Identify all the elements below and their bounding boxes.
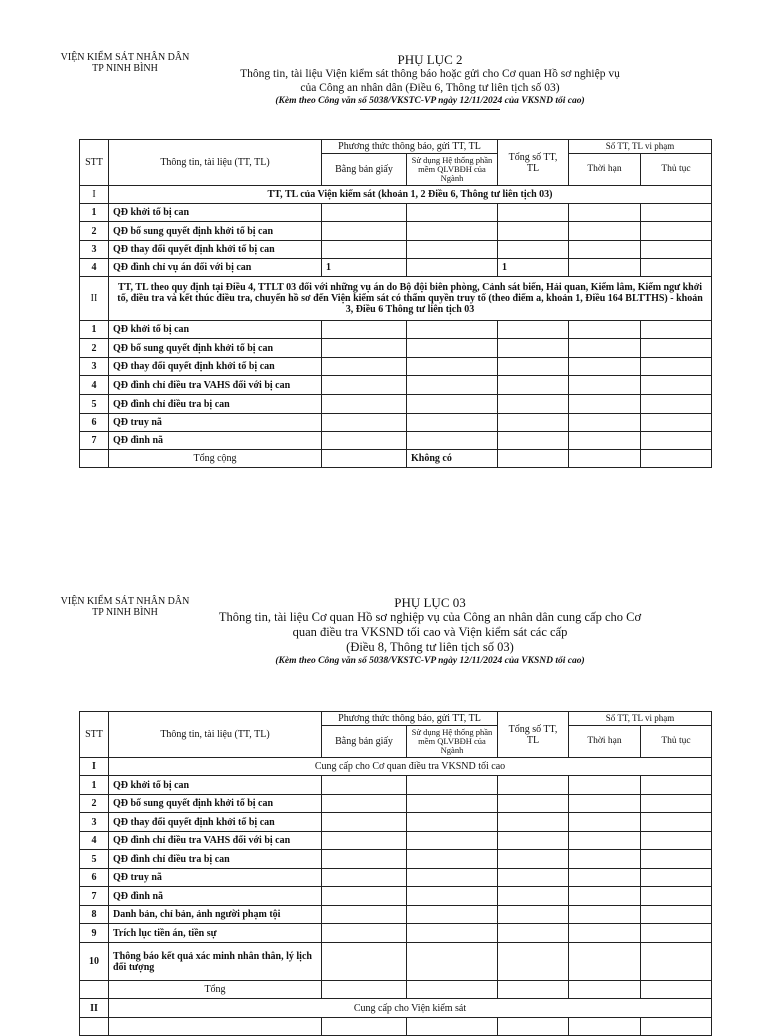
cell-total: [498, 813, 569, 832]
cell-paper: [322, 887, 407, 906]
cell-software: [407, 943, 498, 981]
table-row: [80, 887, 712, 906]
header-info: Thông tin, tài liệu (TT, TL): [109, 712, 322, 758]
cell-deadline: [569, 204, 641, 222]
cell-software: [407, 259, 498, 277]
cell-software: [407, 376, 498, 395]
row-number: 4: [80, 376, 109, 395]
cell-total: [498, 887, 569, 906]
agency-header-appendix-3: [50, 596, 200, 618]
header-total: Tổng số TT, TL: [498, 712, 569, 758]
row-label: QĐ đình nã: [109, 432, 322, 450]
table-row: [80, 832, 712, 850]
cell-deadline: [569, 450, 641, 468]
agency-city: TP NINH BÌNH: [92, 607, 158, 618]
table-row: [80, 259, 712, 277]
cell-total: [498, 869, 569, 887]
cell-procedure: [641, 376, 712, 395]
cell-software: [407, 981, 498, 999]
cell-procedure: [641, 981, 712, 999]
cell-deadline: [569, 943, 641, 981]
cell-software: [407, 395, 498, 414]
cell-procedure: [641, 321, 712, 339]
row-number: 7: [80, 432, 109, 450]
cell-procedure: [641, 432, 712, 450]
cell-deadline: [569, 259, 641, 277]
cell-procedure: [641, 832, 712, 850]
cell-paper: [322, 241, 407, 259]
table-row: [80, 358, 712, 376]
header-stt: STT: [80, 140, 109, 186]
row-label: Danh bản, chỉ bản, ảnh người phạm tội: [109, 906, 322, 924]
appendix-3-title-block: [200, 595, 660, 667]
section-number: I: [80, 758, 109, 776]
cell-total: [498, 795, 569, 813]
header-deadline: Thời hạn: [569, 726, 641, 758]
cell-total: [498, 906, 569, 924]
row-number: 4: [80, 259, 109, 277]
row-number: 4: [80, 832, 109, 850]
subtotal-label: Tổng: [109, 981, 322, 999]
cell-paper: [322, 981, 407, 999]
cell-deadline: [569, 832, 641, 850]
section-row: [80, 758, 712, 776]
appendix-2-subtitle-line-2: của Công an nhân dân (Điều 6, Thông tư liên tịch số 03): [300, 82, 560, 94]
row-number: 10: [80, 943, 109, 981]
row-label: QĐ thay đổi quyết định khởi tố bị can: [109, 813, 322, 832]
cell-deadline: [569, 887, 641, 906]
cell-deadline: [569, 339, 641, 358]
cell-procedure: [641, 1018, 712, 1036]
cell-procedure: [641, 887, 712, 906]
cell-procedure: [641, 906, 712, 924]
cell-software: [407, 432, 498, 450]
section-label: Cung cấp cho Viện kiểm sát: [109, 999, 712, 1018]
cell-software: [407, 813, 498, 832]
row-label: QĐ bổ sung quyết định khởi tố bị can: [109, 339, 322, 358]
agency-header-appendix-2: [50, 52, 200, 74]
row-label: QĐ đình chỉ điều tra VAHS đối với bị can: [109, 832, 322, 850]
appendix-3-title: PHỤ LỤC 03: [394, 595, 466, 610]
cell-software: [407, 906, 498, 924]
header-total: Tổng số TT, TL: [498, 140, 569, 186]
cell-deadline: [569, 869, 641, 887]
cell-total: [498, 924, 569, 943]
cell-procedure: [641, 869, 712, 887]
cell-total: [498, 376, 569, 395]
cell-total: [498, 241, 569, 259]
header-procedure: Thủ tục: [641, 154, 712, 186]
cell-paper: [322, 832, 407, 850]
appendix-2-subtitle-line-1: Thông tin, tài liệu Viện kiểm sát thông báo hoặc gửi cho Cơ quan Hồ sơ nghiệp vụ: [240, 68, 620, 80]
row-number: 6: [80, 869, 109, 887]
row-label: QĐ khởi tố bị can: [109, 321, 322, 339]
cell-empty: [80, 981, 109, 999]
cell-paper: [322, 906, 407, 924]
cell-software: [407, 1018, 498, 1036]
row-number: 8: [80, 906, 109, 924]
cell-deadline: [569, 981, 641, 999]
section-label: TT, TL theo quy định tại Điều 4, TTLT 03 đối với những vụ án do Bộ đội biên phòng, Cảnh sát biển, Hải quan, Kiểm lâm, Kiểm ngư khởi tố, điều tra và kết thúc điều tra, chuyển hồ sơ đến Viện kiểm sát có thẩm quyền truy tố (theo điểm a, khoản 1, Điều 164 BLTTHS) - khoản 3, Điều 6 Thông tư liên tịch 03: [109, 277, 712, 321]
row-label: QĐ bổ sung quyết định khởi tố bị can: [109, 795, 322, 813]
row-number: 3: [80, 358, 109, 376]
table-row: [80, 321, 712, 339]
cell-total: [498, 204, 569, 222]
cell-deadline: [569, 906, 641, 924]
table-row: [80, 339, 712, 358]
row-number: 3: [80, 241, 109, 259]
cell-paper: [322, 414, 407, 432]
cell-total: [498, 395, 569, 414]
cell-total: [498, 1018, 569, 1036]
row-label: QĐ khởi tố bị can: [109, 204, 322, 222]
cell-procedure: [641, 850, 712, 869]
cell-procedure: [641, 241, 712, 259]
table-row: [80, 906, 712, 924]
cell-total: [498, 339, 569, 358]
table-row: [80, 795, 712, 813]
cell-software: [407, 339, 498, 358]
cell-total: 1: [498, 259, 569, 277]
cell-deadline: [569, 376, 641, 395]
cell-paper: [322, 450, 407, 468]
cell-paper: 1: [322, 259, 407, 277]
row-label: Trích lục tiền án, tiền sự: [109, 924, 322, 943]
cell-procedure: [641, 358, 712, 376]
header-procedure: Thủ tục: [641, 726, 712, 758]
cell-paper: [322, 795, 407, 813]
cell-paper: [322, 432, 407, 450]
cell-paper: [322, 776, 407, 795]
section-number: II: [80, 999, 109, 1018]
total-row: [80, 450, 712, 468]
table-row: [80, 1018, 712, 1036]
cell-software: [407, 832, 498, 850]
row-label: QĐ truy nã: [109, 414, 322, 432]
cell-total: [498, 832, 569, 850]
row-number: 3: [80, 813, 109, 832]
header-stt: STT: [80, 712, 109, 758]
row-number: 1: [80, 776, 109, 795]
cell-software: Không có: [407, 450, 498, 468]
cell-deadline: [569, 241, 641, 259]
cell-total: [498, 776, 569, 795]
table-row: [80, 204, 712, 222]
agency-name: VIỆN KIỂM SÁT NHÂN DÂN: [60, 52, 190, 63]
cell-deadline: [569, 813, 641, 832]
header-method: Phương thức thông báo, gửi TT, TL: [322, 712, 498, 726]
table-row: [80, 376, 712, 395]
row-number: 5: [80, 395, 109, 414]
cell-deadline: [569, 395, 641, 414]
row-number: 1: [80, 204, 109, 222]
row-label: QĐ đình chỉ điều tra VAHS đối với bị can: [109, 376, 322, 395]
subtotal-row: [80, 981, 712, 999]
cell-total: [498, 321, 569, 339]
appendix-2-reference-note: (Kèm theo Công văn số 5038/VKSTC-VP ngày 12/11/2024 của VKSND tối cao): [275, 96, 585, 106]
cell-total: [498, 850, 569, 869]
table-row: [80, 222, 712, 241]
cell-software: [407, 776, 498, 795]
cell-procedure: [641, 395, 712, 414]
row-number: 2: [80, 795, 109, 813]
cell-total: [498, 222, 569, 241]
cell-paper: [322, 1018, 407, 1036]
cell-deadline: [569, 321, 641, 339]
cell-procedure: [641, 339, 712, 358]
table-row: [80, 850, 712, 869]
header-info: Thông tin, tài liệu (TT, TL): [109, 140, 322, 186]
header-paper: Bằng bản giấy: [322, 154, 407, 186]
agency-city: TP NINH BÌNH: [92, 63, 158, 74]
table-row: [80, 414, 712, 432]
header-deadline: Thời hạn: [569, 154, 641, 186]
appendix-3-reference-note: (Kèm theo Công văn số 5038/VKSTC-VP ngày 12/11/2024 của VKSND tối cao): [275, 656, 585, 666]
cell-paper: [322, 358, 407, 376]
cell-software: [407, 850, 498, 869]
appendix-3-subtitle-line-3: (Điều 8, Thông tư liên tịch số 03): [346, 640, 514, 654]
cell-deadline: [569, 850, 641, 869]
row-label: QĐ truy nã: [109, 869, 322, 887]
appendix-2-title: PHỤ LỤC 2: [397, 52, 463, 67]
table-row: [80, 432, 712, 450]
appendix-3-subtitle-line-1: Thông tin, tài liệu Cơ quan Hồ sơ nghiệp vụ của Công an nhân dân cung cấp cho Cơ: [218, 610, 642, 624]
table-row: [80, 395, 712, 414]
appendix-2-table: [79, 139, 712, 468]
cell-software: [407, 321, 498, 339]
table-row: [80, 924, 712, 943]
cell-total: [498, 450, 569, 468]
cell-paper: [322, 395, 407, 414]
cell-software: [407, 924, 498, 943]
cell-deadline: [569, 222, 641, 241]
row-label: QĐ đình chỉ điều tra bị can: [109, 850, 322, 869]
row-label: QĐ đình nã: [109, 887, 322, 906]
table-row: [80, 943, 712, 981]
section-number: I: [80, 186, 109, 204]
row-number: 2: [80, 339, 109, 358]
cell-paper: [322, 869, 407, 887]
row-label: QĐ thay đổi quyết định khởi tố bị can: [109, 241, 322, 259]
cell-paper: [322, 924, 407, 943]
cell-software: [407, 887, 498, 906]
cell-paper: [322, 204, 407, 222]
cell-deadline: [569, 1018, 641, 1036]
cell-paper: [322, 813, 407, 832]
cell-software: [407, 222, 498, 241]
section-label: Cung cấp cho Cơ quan điều tra VKSND tối cao: [109, 758, 712, 776]
cell-procedure: [641, 924, 712, 943]
cell-software: [407, 241, 498, 259]
appendix-2-title-block: [200, 52, 660, 110]
table-row: [80, 241, 712, 259]
cell-paper: [322, 850, 407, 869]
table-header-row: [80, 712, 712, 726]
cell-deadline: [569, 414, 641, 432]
cell-total: [498, 432, 569, 450]
table-header-row: [80, 140, 712, 154]
table-row: [80, 813, 712, 832]
cell-total: [498, 414, 569, 432]
cell-software: [407, 869, 498, 887]
cell-deadline: [569, 358, 641, 376]
cell-deadline: [569, 795, 641, 813]
section-number: II: [80, 277, 109, 321]
cell-paper: [322, 943, 407, 981]
cell-paper: [322, 376, 407, 395]
title-underline: [360, 109, 500, 110]
cell-paper: [322, 321, 407, 339]
cell-deadline: [569, 432, 641, 450]
table-row: [80, 776, 712, 795]
cell-software: [407, 795, 498, 813]
row-label: QĐ đình chỉ vụ án đối với bị can: [109, 259, 322, 277]
row-label: [109, 1018, 322, 1036]
row-number: [80, 1018, 109, 1036]
cell-software: [407, 204, 498, 222]
row-number: 9: [80, 924, 109, 943]
header-method: Phương thức thông báo, gửi TT, TL: [322, 140, 498, 154]
cell-software: [407, 358, 498, 376]
appendix-3-subtitle-line-2: quan điều tra VKSND tối cao và Viện kiểm sát các cấp: [292, 625, 568, 639]
row-number: 2: [80, 222, 109, 241]
cell-procedure: [641, 414, 712, 432]
row-label: QĐ bổ sung quyết định khởi tố bị can: [109, 222, 322, 241]
cell-deadline: [569, 776, 641, 795]
row-label: QĐ đình chỉ điều tra bị can: [109, 395, 322, 414]
cell-total: [498, 943, 569, 981]
row-label: QĐ thay đổi quyết định khởi tố bị can: [109, 358, 322, 376]
cell-total: [498, 358, 569, 376]
header-violations: Số TT, TL vi phạm: [569, 140, 712, 154]
cell-procedure: [641, 259, 712, 277]
cell-software: [407, 414, 498, 432]
agency-name: VIỆN KIỂM SÁT NHÂN DÂN: [60, 596, 190, 607]
cell-total: [498, 981, 569, 999]
cell-procedure: [641, 943, 712, 981]
section-row: [80, 277, 712, 321]
cell-procedure: [641, 795, 712, 813]
row-number: 7: [80, 887, 109, 906]
row-number: 1: [80, 321, 109, 339]
row-label: Thông báo kết quả xác minh nhân thân, lý lịch đối tượng: [109, 943, 322, 981]
row-number: 6: [80, 414, 109, 432]
header-software: Sử dụng Hệ thống phần mềm QLVBĐH của Ngành: [407, 154, 498, 186]
cell-procedure: [641, 813, 712, 832]
cell-paper: [322, 222, 407, 241]
row-number: 5: [80, 850, 109, 869]
cell-procedure: [641, 204, 712, 222]
section-row: [80, 999, 712, 1018]
header-software: Sử dụng Hệ thống phần mềm QLVBĐH của Ngành: [407, 726, 498, 758]
table-row: [80, 869, 712, 887]
cell-procedure: [641, 776, 712, 795]
cell-procedure: [641, 222, 712, 241]
header-violations: Số TT, TL vi phạm: [569, 712, 712, 726]
cell-empty: [80, 450, 109, 468]
appendix-3-table: [79, 711, 712, 1036]
header-paper: Bằng bản giấy: [322, 726, 407, 758]
cell-deadline: [569, 924, 641, 943]
total-label: Tổng cộng: [109, 450, 322, 468]
section-row: [80, 186, 712, 204]
row-label: QĐ khởi tố bị can: [109, 776, 322, 795]
section-label: TT, TL của Viện kiểm sát (khoản 1, 2 Điều 6, Thông tư liên tịch 03): [109, 186, 712, 204]
cell-procedure: [641, 450, 712, 468]
cell-paper: [322, 339, 407, 358]
